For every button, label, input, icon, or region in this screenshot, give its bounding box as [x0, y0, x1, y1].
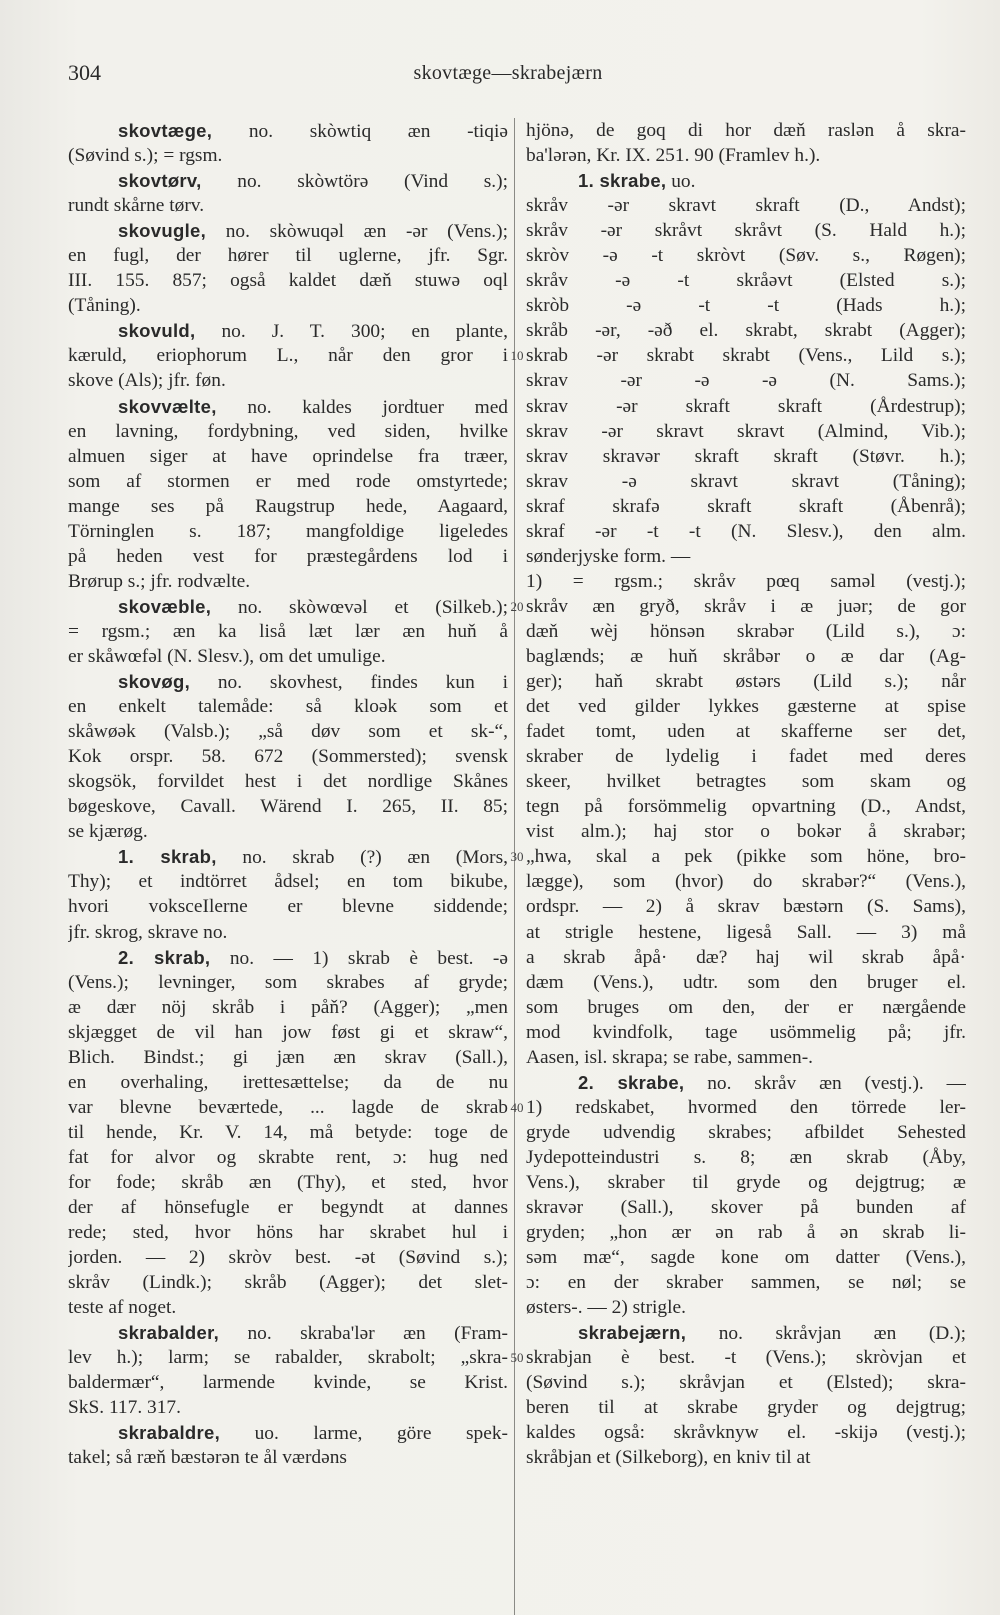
text-line: skovæble, no. skòwœvəl et (Silkeb.);: [118, 595, 508, 618]
text-line: der af hönsefugle er begyndt at dannes: [68, 1197, 508, 1219]
headword: 1. skrab,: [118, 846, 217, 868]
text-line: skrabalder, no. skraba'lər æn (Fram-: [118, 1322, 508, 1345]
text-line: til hende, Kr. V. 14, må betyde: toge de: [68, 1121, 508, 1143]
text-line: skeer, hvilket betragtes som skam og: [526, 771, 966, 793]
text-line: er skåwœfəl (N. Slesv.), om det umulige.: [68, 645, 386, 667]
text-line: (Vens.); levninger, som skrabes af gryde;: [68, 971, 508, 993]
text-line: kæruld, eriophorum L., når den gror i: [68, 345, 508, 367]
text-line: skrav -ər -ə -ə (N. Sams.);: [526, 370, 966, 392]
text-line: (Søvind s.); skråvjan et (Elsted); skra-: [526, 1372, 966, 1394]
text-line: vist alm.); haj stor o bokər å skrabər;: [526, 821, 966, 843]
text-line: en lavning, fordybning, ved siden, hvilke: [68, 420, 508, 442]
column-divider: [514, 118, 515, 1615]
headword: 2. skrab,: [118, 946, 211, 968]
text-line: Aasen, isl. skrapa; se rabe, sammen-.: [526, 1046, 813, 1068]
page-number: 304: [68, 60, 101, 85]
text-line: fat for alvor og skrabte rent, ɔ: hug ned: [68, 1146, 508, 1168]
text-line: kaldes også: skråvknyw el. -skijə (vestj.);: [526, 1422, 966, 1444]
text-line: ger); haň skrabt østərs (Lild s.); når: [526, 671, 966, 693]
text-line: skrabejærn, no. skråvjan æn (D.);: [578, 1322, 966, 1345]
text-line: Jydepotteindustri s. 8; æn skrab (Åby,: [526, 1146, 966, 1168]
text-line: skråv æn gryð, skråv i æ juər; de gor: [526, 595, 966, 617]
left-column: [68, 118, 508, 1471]
text-line: skråv -ər skråvt skråvt (S. Hald h.);: [526, 220, 966, 242]
text-line: gryde udvendig skrabes; afbildet Sehested: [526, 1121, 966, 1143]
text-line: en fugl, der hører til uglerne, jfr. Sgr.: [68, 245, 508, 267]
headword: skovugle,: [118, 220, 207, 242]
text-line: hjönə, de goq di hor dæň raslən å skra-: [526, 120, 966, 141]
text-line: rundt skårne tørv.: [68, 195, 205, 217]
line-number: 30: [510, 849, 524, 865]
text-line: jorden. — 2) skròv best. -ət (Søvind s.);: [68, 1247, 508, 1269]
text-line: østers-. — 2) strigle.: [526, 1297, 686, 1319]
line-number: 50: [510, 1350, 524, 1366]
text-line: 2. skrab, no. — 1) skrab è best. -ə: [118, 946, 508, 969]
text-line: skråb -ər, -əð el. skrabt, skrabt (Agger);: [526, 320, 966, 342]
text-line: skrabjan è best. -t (Vens.); skròvjan et: [526, 1347, 966, 1369]
headword: skovtørv,: [118, 170, 202, 192]
text-line: Kok orspr. 58. 672 (Sommersted); svensk: [68, 746, 508, 768]
text-line: skovtørv, no. skòwtörə (Vind s.);: [118, 170, 508, 193]
text-line: „hwa, skal a pek (pikke som höne, bro-: [526, 846, 966, 868]
text-line: Thy); et indtörret ådsel; en tom bikube,: [68, 871, 508, 893]
text-line: skrabaldre, uo. larme, göre spek-: [118, 1422, 508, 1445]
text-line: en overhaling, irettesættelse; da de nu: [68, 1071, 508, 1093]
text-line: skråv (Lindk.); skråb (Agger); det slet-: [68, 1272, 508, 1294]
running-head: skovtæge—skrabejærn: [413, 62, 603, 84]
text-line: (Søvind s.); = rgsm.: [68, 145, 223, 167]
text-line: Törninglen s. 187; mangfoldige ligeledes: [68, 520, 508, 542]
text-line: skròb -ə -t -t (Hads h.);: [526, 295, 966, 317]
text-line: takel; så ræň bæstərən te ål værdəns: [68, 1447, 347, 1469]
text-line: a skrab åpå· dæ? haj wil skrab åpå·: [526, 946, 966, 968]
text-line: skråbjan et (Silkeborg), en kniv til at: [526, 1447, 811, 1469]
right-column: [526, 118, 966, 1471]
text-line: almuen siger at have oprindelse fra træer,: [68, 445, 508, 467]
text-line: bøgeskove, Cavall. Wärend I. 265, II. 85;: [68, 796, 508, 818]
text-line: səm mæ“, sagde kone om datter (Vens.),: [526, 1247, 966, 1269]
text-line: skove (Als); jfr. føn.: [68, 370, 226, 392]
text-line: skrav -ə skravt skravt (Tåning);: [526, 470, 966, 492]
text-line: hvori voksceIlerne er blevne siddende;: [68, 896, 508, 918]
text-line: = rgsm.; æn ka liså læt lær æn huň å: [68, 620, 508, 642]
text-line: skråv -ə -t skråəvt (Elsted s.);: [526, 270, 966, 292]
text-line: som bruges om den, der er nærgående: [526, 996, 966, 1018]
text-line: 1) redskabet, hvormed den törrede ler-: [526, 1096, 966, 1118]
text-line: skovtæge, no. skòwtiq æn -tiqiə: [118, 120, 508, 142]
text-line: skåwøək (Valsb.); „så døv som et sk-“,: [68, 721, 508, 743]
text-line: III. 155. 857; også kaldet dæň stuwə oql: [68, 270, 508, 292]
text-line: 1) = rgsm.; skråv pœq saməl (vestj.);: [526, 570, 966, 592]
text-line: skròv -ə -t skròvt (Søv. s., Røgen);: [526, 245, 966, 267]
text-line: dæň wèj hönsən skrabər (Lild s.), ɔ:: [526, 620, 966, 642]
text-line: lev h.); larm; se rabalder, skrabolt; „skra-: [68, 1347, 508, 1369]
line-number: 20: [510, 598, 524, 614]
text-line: ɔ: en der skraber sammen, se nøl; se: [526, 1272, 966, 1294]
text-line: SkS. 117. 317.: [68, 1397, 181, 1419]
text-line: var blevne beværtede, ... lagde de skrab: [68, 1096, 508, 1118]
text-line: æ dær nöj skråb i påň? (Agger); „men: [68, 996, 508, 1018]
text-line: (Tåning).: [68, 295, 141, 317]
text-line: skovuld, no. J. T. 300; en plante,: [118, 320, 508, 343]
text-line: 1. skrabe, uo.: [578, 170, 696, 193]
headword: skovvælte,: [118, 395, 217, 417]
text-line: skraf -ər -t -t (N. Slesv.), den alm.: [526, 520, 966, 542]
text-line: ba'lərən, Kr. IX. 251. 90 (Framlev h.).: [526, 145, 821, 167]
text-line: det ved gilder lykkes gæsterne at spise: [526, 696, 966, 718]
text-line: på heden vest for præstegårdens lod i: [68, 545, 508, 567]
headword: 1. skrabe,: [578, 170, 667, 192]
text-line: skrav -ər skraft skraft (Årdestrup);: [526, 395, 966, 417]
text-line: skovugle, no. skòwuqəl æn -ər (Vens.);: [118, 220, 508, 243]
text-line: tegn på forsömmelig opvartning (D., Andst,: [526, 796, 966, 818]
line-number: 10: [510, 348, 524, 364]
text-line: skovøg, no. skovhest, findes kun i: [118, 671, 508, 694]
text-line: beren til at skrabe gryder og dejgtrug;: [526, 1397, 966, 1419]
headword: skovøg,: [118, 671, 191, 693]
text-line: skrab -ər skrabt skrabt (Vens., Lild s.);: [526, 345, 966, 367]
text-line: Blich. Bindst.; gi jæn æn skrav (Sall.),: [68, 1046, 508, 1068]
text-line: jfr. skrog, skrave no.: [68, 921, 228, 943]
text-line: skjægget de vil han jow føst gi et skraw“,: [68, 1021, 508, 1043]
text-line: se kjærøg.: [68, 821, 148, 843]
text-line: baglænds; æ huň skråbər o æ dar (Ag-: [526, 645, 966, 667]
text-line: ordspr. — 2) å skrav bæstərn (S. Sams),: [526, 896, 966, 918]
text-line: fadet tomt, uden at skafferne ser det,: [526, 721, 966, 743]
text-line: Brørup s.; jfr. rodvælte.: [68, 570, 251, 592]
text-line: for fode; skråb æn (Thy), et sted, hvor: [68, 1171, 508, 1193]
text-line: 1. skrab, no. skrab (?) æn (Mors,: [118, 846, 508, 869]
page-header: [68, 60, 948, 94]
text-line: en enkelt talemåde: så kloək som et: [68, 696, 508, 718]
text-line: baldermær“, larmende kvinde, se Krist.: [68, 1372, 508, 1394]
headword: skovuld,: [118, 320, 196, 342]
line-number: 40: [510, 1099, 524, 1115]
text-line: 2. skrabe, no. skråv æn (vestj.). —: [578, 1071, 966, 1094]
text-line: skogsök, forvildet hest i det nordlige Skånes: [68, 771, 508, 793]
headword: skrabejærn,: [578, 1322, 687, 1344]
text-line: skråv -ər skravt skraft (D., Andst);: [526, 195, 966, 217]
text-line: skrav skravər skraft skraft (Støvr. h.);: [526, 445, 966, 467]
text-line: skrav -ər skravt skravt (Almind, Vib.);: [526, 420, 966, 442]
text-line: lægge), som (hvor) do skrabər?“ (Vens.),: [526, 871, 966, 893]
text-line: Vens.), skraber til gryde og dejgtrug; æ: [526, 1171, 966, 1193]
text-line: sønderjyske form. —: [526, 545, 691, 567]
text-line: skravər (Sall.), skover på bunden af: [526, 1197, 966, 1219]
headword: skovæble,: [118, 595, 212, 617]
text-line: teste af noget.: [68, 1297, 177, 1319]
text-line: at strigle hestene, ligeså Sall. — 3) må: [526, 921, 966, 943]
text-line: mange ses på Raugstrup hede, Aagaard,: [68, 495, 508, 517]
headword: skrabalder,: [118, 1322, 220, 1344]
text-line: skovvælte, no. kaldes jordtuer med: [118, 395, 508, 418]
text-line: skraber de lydelig i fadet med deres: [526, 746, 966, 768]
headword: skovtæge,: [118, 120, 213, 141]
text-line: skraf skrafə skraft skraft (Åbenrå);: [526, 495, 966, 517]
headword: skrabaldre,: [118, 1422, 221, 1444]
headword: 2. skrabe,: [578, 1071, 685, 1093]
text-line: dæm (Vens.), udtr. som den bruger el.: [526, 971, 966, 993]
text-line: som af stormen er med rode omstyrtede;: [68, 470, 508, 492]
text-line: gryden; „hon ær ən rab å ən skrab li-: [526, 1222, 966, 1244]
text-line: mod kvindfolk, tage usömmelig på; jfr.: [526, 1021, 966, 1043]
text-line: rede; sted, hvor höns har skrabet hul i: [68, 1222, 508, 1244]
